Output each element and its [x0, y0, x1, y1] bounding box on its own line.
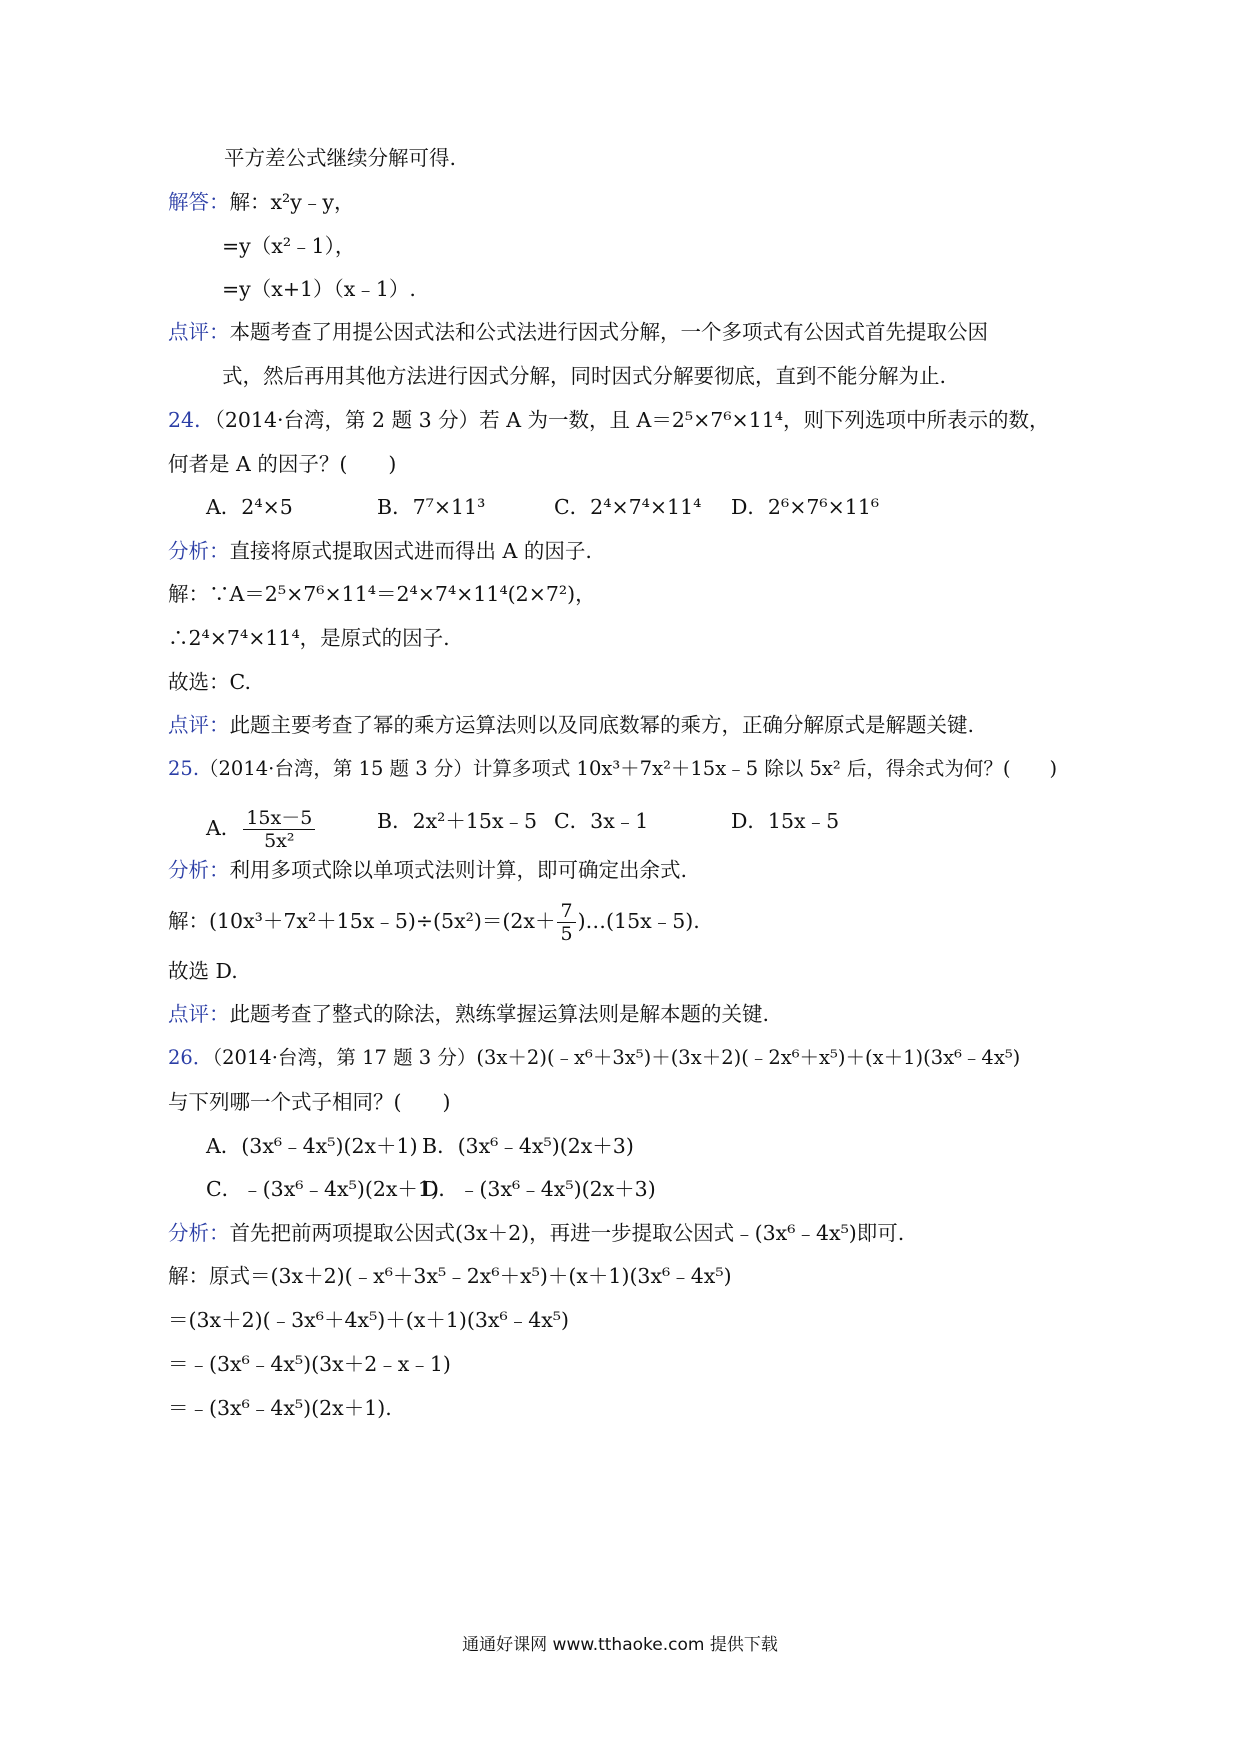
analysis-text: 直接将原式提取因式进而得出 A 的因子.	[229, 539, 592, 563]
question-text: 与下列哪一个式子相同？( )	[168, 1090, 451, 1114]
question-text: （2014·台湾，第 17 题 3 分）(3x＋2)(﹣x⁶＋3x⁵)＋(3x＋2)(﹣2x⁶＋x⁵)＋(x＋1)(3x⁶﹣4x⁵)	[212, 1046, 1021, 1069]
question-text: （2014·台湾，第 15 题 3 分）计算多项式 10x³＋7x²＋15x﹣5 除以 5x² 后，得余式为何？( )	[199, 757, 1058, 780]
option-c: C．3x﹣1	[554, 809, 649, 833]
solution-line: 解：原式＝(3x＋2)(﹣x⁶＋3x⁵﹣2x⁶＋x⁵)＋(x＋1)(3x⁶﹣4x⁵)	[168, 1264, 732, 1288]
comment-text: 本题考查了用提公因式法和公式法进行因式分解，一个多项式有公因式首先提取公因	[229, 320, 988, 344]
comment-label: 点评：	[168, 320, 230, 344]
option-label: A．	[206, 816, 242, 840]
solution-line	[168, 896, 700, 946]
option-d: D．﹣(3x⁶﹣4x⁵)(2x＋3)	[422, 1177, 656, 1201]
fraction-numerator: 7	[557, 900, 575, 923]
solution-prefix: 解：(10x³＋7x²＋15x﹣5)÷(5x²)＝(2x＋	[168, 909, 556, 933]
option-a-fraction	[243, 807, 315, 852]
analysis-block-25	[168, 856, 687, 884]
solution-suffix: )…(15x﹣5).	[577, 909, 700, 933]
option-b: B．2x²＋15x﹣5	[377, 809, 538, 833]
solution-line: 解：∵A＝2⁵×7⁶×11⁴＝2⁴×7⁴×11⁴(2×7²)，	[168, 582, 596, 606]
comment-block-24	[168, 711, 974, 739]
question-number: 25.	[168, 757, 200, 780]
intro-text: 平方差公式继续分解可得.	[224, 146, 457, 170]
solution-line: ＝(3x＋2)(﹣3x⁶＋4x⁵)＋(x＋1)(3x⁶﹣4x⁵)	[168, 1308, 570, 1332]
option-d: D．15x﹣5	[731, 809, 840, 833]
page-footer: 通通好课网 www.tthaoke.com 提供下载	[462, 1635, 778, 1655]
choice-text: 故选 D.	[168, 959, 238, 983]
question-number: 24．	[168, 408, 215, 432]
option-b: B．7⁷×11³	[377, 495, 486, 519]
solution-line: ＝﹣(3x⁶﹣4x⁵)(3x＋2﹣x﹣1)	[168, 1352, 451, 1376]
comment-text: 此题考查了整式的除法，熟练掌握运算法则是解本题的关键.	[229, 1002, 770, 1026]
question-24-stem	[168, 406, 1050, 434]
option-a	[206, 807, 317, 852]
answer-line: =y（x²﹣1），	[222, 234, 356, 258]
question-25-stem	[168, 755, 1057, 783]
solution-line: ＝﹣(3x⁶﹣4x⁵)(2x＋1).	[168, 1396, 392, 1420]
analysis-block-24	[168, 537, 592, 565]
option-b: B．(3x⁶﹣4x⁵)(2x＋3)	[422, 1134, 634, 1158]
comment-text: 此题主要考查了幂的乘方运算法则以及同底数幂的乘方，正确分解原式是解题关键.	[229, 713, 975, 737]
answer-line: =y（x+1）（x﹣1）.	[222, 277, 416, 301]
option-d: D．2⁶×7⁶×11⁶	[731, 495, 880, 519]
analysis-text: 首先把前两项提取公因式(3x＋2)，再进一步提取公因式﹣(3x⁶﹣4x⁵)即可.	[229, 1221, 905, 1245]
fraction-numerator: 15x－5	[243, 807, 315, 830]
option-a: A．2⁴×5	[206, 495, 293, 519]
comment-block-23	[168, 318, 988, 346]
question-number: 26．	[168, 1046, 213, 1069]
analysis-text: 利用多项式除以单项式法则计算，即可确定出余式.	[229, 858, 688, 882]
question-text: （2014·台湾，第 2 题 3 分）若 A 为一数，且 A＝2⁵×7⁶×11⁴，则下列选项中所表示的数，	[214, 408, 1050, 432]
choice-text: 故选：C.	[168, 670, 251, 694]
answer-line: 解：x²y﹣y，	[229, 190, 355, 214]
comment-label: 点评：	[168, 1002, 230, 1026]
question-text: 何者是 A 的因子？( )	[168, 452, 397, 476]
fraction-denominator: 5	[560, 923, 573, 945]
answer-label: 解答：	[168, 190, 230, 214]
analysis-label: 分析：	[168, 1221, 230, 1245]
comment-block-25	[168, 1000, 769, 1028]
answer-block-23	[168, 188, 354, 216]
option-a: A．(3x⁶﹣4x⁵)(2x＋1)	[206, 1134, 418, 1158]
fraction-denominator: 5x²	[264, 830, 295, 852]
question-26-stem	[168, 1044, 1020, 1072]
options-25	[0, 796, 1240, 852]
analysis-block-26	[168, 1219, 904, 1247]
solution-line: ∴2⁴×7⁴×11⁴，是原式的因子.	[168, 626, 450, 650]
solution-fraction	[557, 900, 575, 945]
comment-text: 式，然后再用其他方法进行因式分解，同时因式分解要彻底，直到不能分解为止.	[222, 364, 947, 388]
option-c: C．﹣(3x⁶﹣4x⁵)(2x＋1)	[206, 1177, 439, 1201]
option-c: C．2⁴×7⁴×11⁴	[554, 495, 702, 519]
analysis-label: 分析：	[168, 539, 230, 563]
analysis-label: 分析：	[168, 858, 230, 882]
comment-label: 点评：	[168, 713, 230, 737]
